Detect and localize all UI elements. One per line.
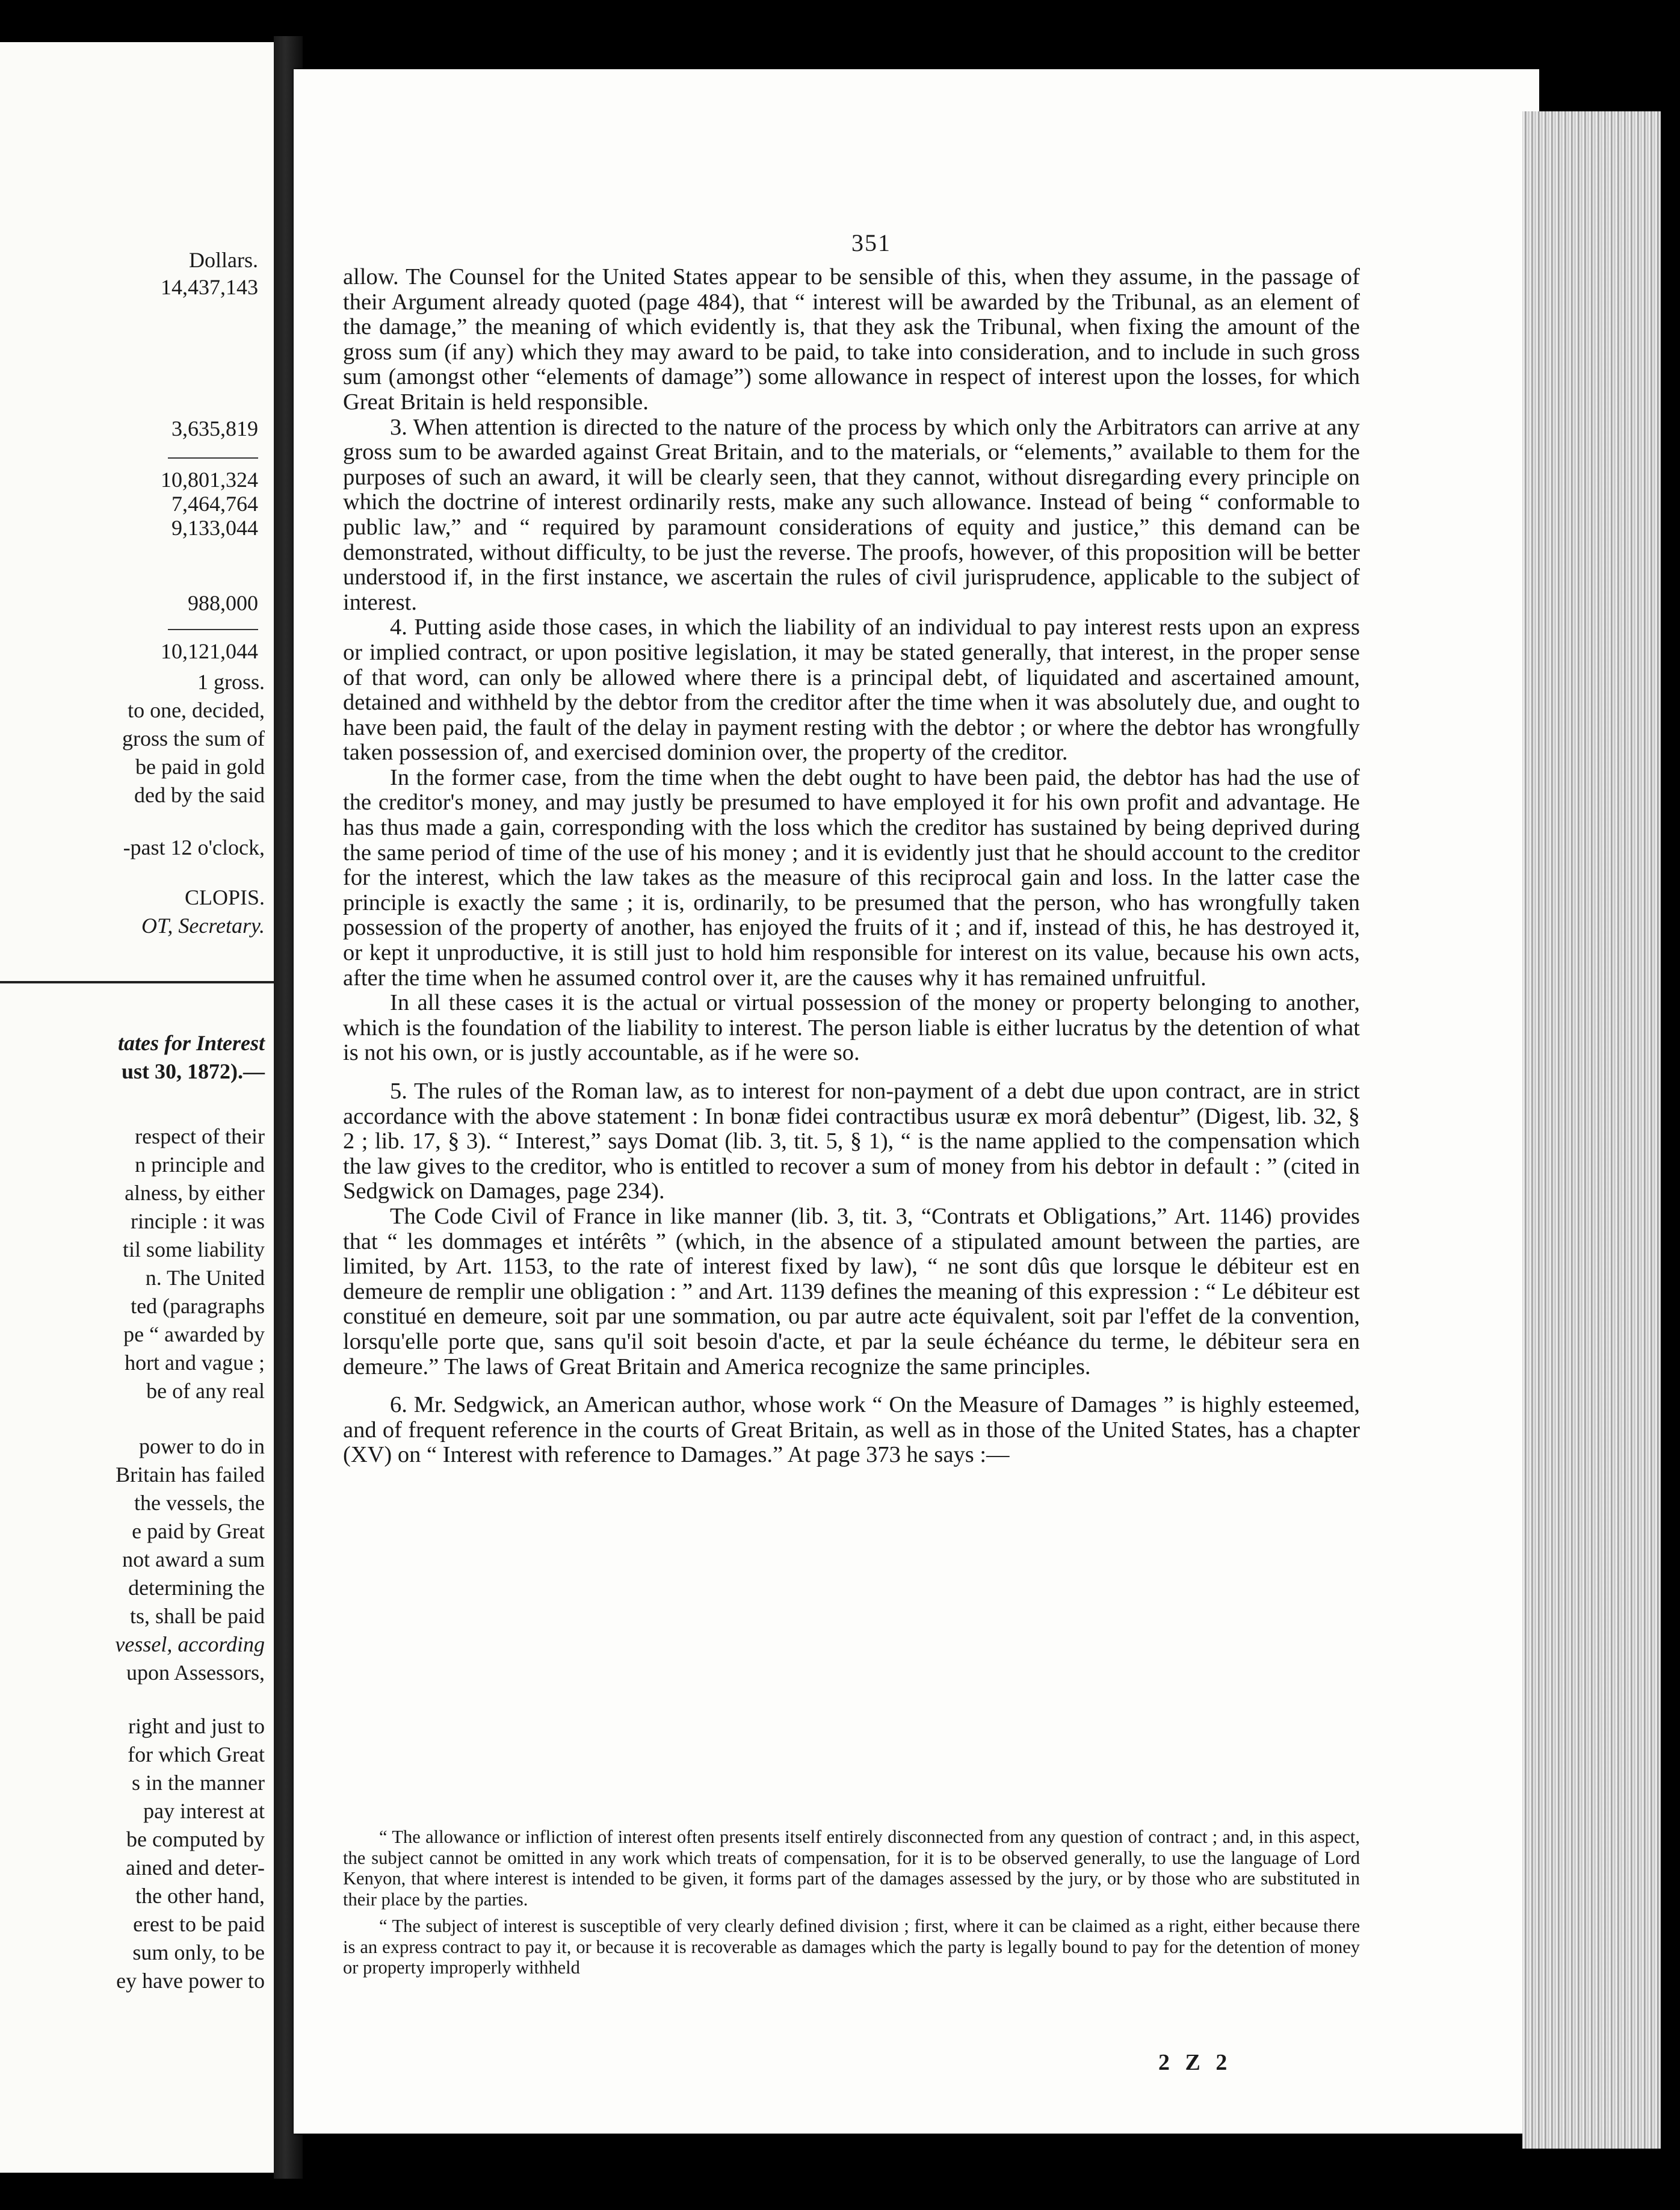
- amount-3: 10,801,324: [161, 468, 258, 492]
- left-frag-line: erest to be paid: [133, 1912, 265, 1936]
- left-fragment-block-d: [0, 1712, 265, 1995]
- left-frag-line: n. The United: [145, 1266, 265, 1290]
- left-frag-line: the other hand,: [135, 1884, 265, 1908]
- left-frag-line: right and just to: [128, 1714, 265, 1738]
- paragraph: 3. When attention is directed to the nature of the process by which only the Arbitrators can arrive at any gross sum to be awarded against Great Britain, and to the materials, or “elements,” available to them for the purposes of such an award, it will be clearly seen, that they cannot, without disregarding every principle on which the doctrine of interest ordinarily rests, make any such allowance. Instead of being “ conformable to public law,” and “ required by paramount considerations of equity and justice,” this demand can be demonstrated, without difficulty, to be just the reverse. The proofs, however, of this proposition will be better understood if, in the first instance, we ascertain the rules of civil jurisprudence, applicable to the subject of interest.: [343, 414, 1360, 615]
- left-frag-line: be of any real: [146, 1379, 265, 1403]
- amount-4: 7,464,764: [171, 492, 258, 516]
- left-frag-line: n principle and: [135, 1153, 265, 1177]
- left-frag-time-text: -past 12 o'clock,: [123, 835, 265, 859]
- paragraph: 6. Mr. Sedgwick, an American author, whose work “ On the Measure of Damages ” is highly esteemed, and of frequent reference in the courts of Great Britain, as well as in those of the United States, has a chapter (XV) on “ Interest with reference to Damages.” At page 373 he says :—: [343, 1392, 1360, 1468]
- left-fragment-block-a: [0, 668, 265, 809]
- quote-paragraph: “ The allowance or infliction of interest often presents itself entirely disconnected from any question of contract ; and, in this aspect, the subject cannot be omitted in any work which treats of compensation, for it is to be observed generally, to use the language of Lord Kenyon, that where interest is intended to be given, it forms part of the damages assessed by the jury, or by those who are substituted in their place by the parties.: [343, 1827, 1360, 1910]
- left-frag-line: pay interest at: [143, 1799, 265, 1823]
- page-edges: [1522, 111, 1661, 2149]
- left-facing-page: [0, 42, 277, 2173]
- left-frag-secretary: OT, Secretary.: [141, 914, 265, 938]
- left-frag-line: ded by the said: [134, 783, 265, 807]
- left-frag-line: gross the sum of: [122, 726, 265, 751]
- block-quote: [343, 1827, 1360, 1984]
- paragraph: 5. The rules of the Roman law, as to interest for non-payment of a debt due upon contract, are in strict accordance with the above statement : In bonæ fidei contractibus usuræ ex morâ debentur” (Digest, lib. 32, § 2 ; lib. 17, § 3). “ Interest,” says Domat (lib. 3, tit. 5, § 1), “ is the name applied to the compensation which the law gives to the creditor, who is entitled to recover a sum of money from his debtor in default : ” (cited in Sedgwick on Damages, page 234).: [343, 1079, 1360, 1204]
- left-frag-line: for which Great: [128, 1742, 265, 1766]
- left-frag-line: Britain has failed: [116, 1462, 265, 1487]
- left-fragment-signers: [0, 884, 265, 940]
- left-frag-line: not award a sum: [122, 1547, 265, 1571]
- left-fragment-block-c: [0, 1432, 265, 1687]
- left-frag-line: sum only, to be: [132, 1940, 265, 1964]
- dollars-header: Dollars.: [189, 248, 258, 272]
- sum-rule-2: [168, 629, 258, 630]
- left-fragment-time: [0, 834, 265, 862]
- page-number: 351: [851, 229, 891, 256]
- left-frag-line: to one, decided,: [128, 698, 265, 722]
- left-frag-name: CLOPIS.: [184, 885, 265, 909]
- left-frag-line: 1 gross.: [197, 670, 265, 694]
- left-frag-line: power to do in: [139, 1434, 265, 1458]
- left-frag-line: ted (paragraphs: [131, 1294, 265, 1318]
- left-frag-heading-2: ust 30, 1872).—: [121, 1059, 265, 1083]
- left-section-rule: [0, 981, 274, 983]
- left-frag-line: s in the manner: [132, 1771, 265, 1795]
- left-frag-line: be computed by: [126, 1827, 265, 1851]
- paragraph: In the former case, from the time when the debt ought to have been paid, the debtor has had the use of the creditor's money, and may justly be presumed to have employed it for his own profit and advantage. He has thus made a gain, corresponding with the loss which the creditor has sustained by being deprived during the same period of time of the use of his money ; and it is evidently just that he should account to the creditor for the interest, which the law takes as the measure of this reciprocal gain and loss. In the latter case the principle is exactly the same ; it is, ordinarily, to be presumed that the person, who has wrongfully taken possession of the property of another, has enjoyed the fruits of it ; and if, instead of this, he has destroyed it, or kept it unproductive, it is still just to hold him responsible for interest on its value, because his own acts, after the time when he assumed control over it, are the causes why it has remained unfruitful.: [343, 764, 1360, 991]
- left-frag-line: the vessels, the: [134, 1491, 265, 1515]
- left-frag-line: upon Assessors,: [126, 1661, 265, 1685]
- amount-5: 9,133,044: [171, 516, 258, 540]
- left-frag-line: rinciple : it was: [131, 1209, 265, 1233]
- paragraph: allow. The Counsel for the United States appear to be sensible of this, when they assume, in the passage of their Argument already quoted (page 484), that “ interest will be awarded by the Tribunal, as an element of the damage,” the meaning of which evidently is, that they ask the Tribunal, when fixing the amount of the gross sum (if any) which they may award to be paid, to take into consideration, and to include in such gross sum (amongst other “elements of damage”) some allowance in respect of interest upon the losses, for which Great Britain is held responsible.: [343, 264, 1360, 415]
- left-frag-line: ts, shall be paid: [130, 1604, 265, 1628]
- left-frag-line: be paid in gold: [135, 755, 265, 779]
- left-frag-line: til some liability: [123, 1237, 265, 1261]
- left-frag-line: determining the: [128, 1576, 265, 1600]
- amount-1: 14,437,143: [161, 275, 258, 299]
- amount-6: 988,000: [188, 591, 258, 615]
- left-frag-line: e paid by Great: [132, 1519, 265, 1543]
- quote-paragraph: “ The subject of interest is susceptible of very clearly defined division ; first, where it can be claimed as a right, either because there is an express contract to pay it, or because it is recoverable as damages which the party is legally bound to pay for the detention of money or property improperly withheld: [343, 1916, 1360, 1978]
- sum-rule-1: [168, 457, 258, 459]
- left-frag-line: vessel, according: [115, 1632, 265, 1656]
- paragraph: In all these cases it is the actual or virtual possession of the money or property belonging to another, which is the foundation of the liability to interest. The person liable is either lucratus by the detention of what is not his own, or is justly accountable, as if he were so.: [343, 990, 1360, 1066]
- left-frag-line: hort and vague ;: [125, 1351, 265, 1375]
- paragraph: 4. Putting aside those cases, in which the liability of an individual to pay interest rests upon an express or implied contract, or upon positive legislation, it may be stated generally, that interest, in the proper sense of that word, can only be allowed where there is a principal debt, of liquidated and ascertained amount, detained and withheld by the debtor from the creditor after the time when it was absolutely due, and ought to have been paid, the fault of the delay in payment resting with the debtor ; or where the debtor has wrongfully taken possession of, and exercised dominion over, the property of the creditor.: [343, 614, 1360, 766]
- signature-mark: 2 Z 2: [1158, 2050, 1232, 2075]
- left-fragment-heading: [0, 1029, 265, 1086]
- left-frag-heading-1: tates for Interest: [117, 1031, 265, 1055]
- left-frag-line: alness, by either: [125, 1181, 265, 1205]
- left-fragment-block-b: [0, 1122, 265, 1405]
- left-frag-line: ey have power to: [116, 1969, 265, 1993]
- left-frag-line: ained and deter-: [125, 1856, 265, 1880]
- amount-2: 3,635,819: [171, 416, 258, 441]
- left-frag-line: respect of their: [135, 1124, 265, 1148]
- main-text: [343, 265, 1360, 1468]
- amount-7: 10,121,044: [161, 639, 258, 663]
- left-frag-line: pe “ awarded by: [123, 1322, 265, 1346]
- paragraph: The Code Civil of France in like manner (lib. 3, tit. 3, “Contrats et Obligations,” Art. 1146) provides that “ les dommages et intérêts ” (which, in the absence of a stipulated amount between the parties, are limited, by Art. 1153, to the rate of interest fixed by law), “ ne sont dûs que lorsque le débiteur est en demeure de remplir une obligation : ” and Art. 1139 defines the meaning of this expression : “ Le débiteur est constitué en demeure, soit par une sommation, ou par autre acte équivalent, soit par l'effet de la convention, lorsqu'elle porte que, sans qu'il soit besoin d'acte, et par la seule échéance du terme, le débiteur sera en demeure.” The laws of Great Britain and America recognize the same principles.: [343, 1203, 1360, 1379]
